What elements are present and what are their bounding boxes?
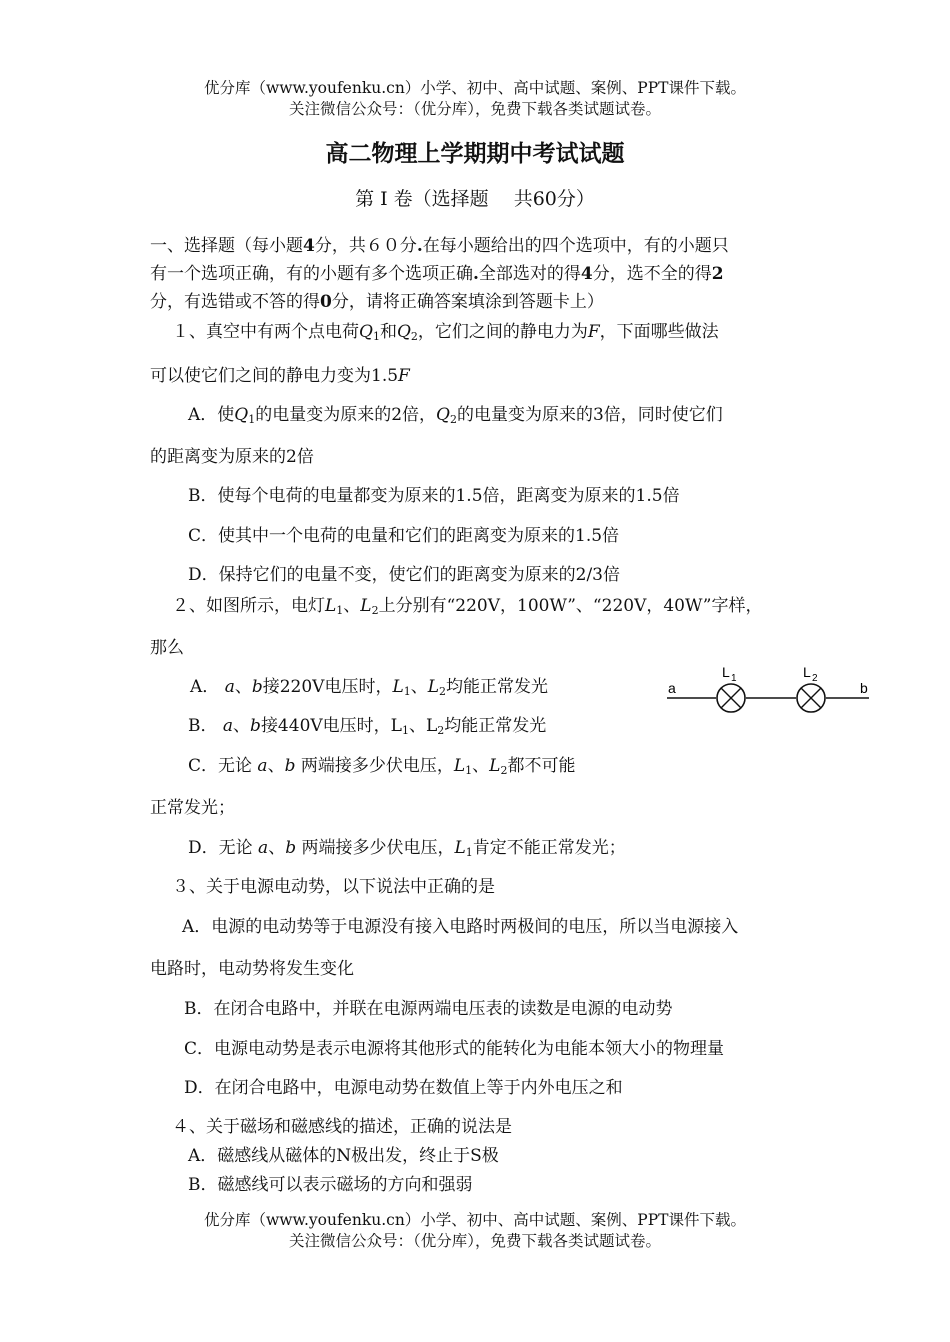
q2-option-b: B． a、b接440V电压时，$L_1$、$L_2$均能正常发光 (188, 716, 547, 737)
q1-option-a: A．使$Q_1$的电量变为原来的2倍，$Q_2$的电量变为原来的3倍，同时使它们 (188, 405, 723, 426)
footer-line-1: 优分库（www.youfenku.cn）小学、初中、高中试题、案例、PPT课件下载。 (203, 1211, 747, 1229)
q3-option-a: A．电源的电动势等于电源没有接入电路时两极间的电压，所以当电源接入 (182, 917, 739, 937)
lamp-2-sub: 2 (812, 673, 818, 684)
q1-option-a-cont: 的距离变为原来的2倍 (150, 447, 314, 467)
terminal-a-label: a (668, 680, 676, 696)
footer-line-2: 关注微信公众号：（优分库），免费下载各类试题试卷。 (288, 1232, 661, 1250)
q3-option-a-cont: 电路时，电动势将发生变化 (150, 959, 354, 979)
q2-option-c-cont: 正常发光； (150, 798, 235, 818)
q3-stem: ３、关于电源电动势，以下说法中正确的是 (172, 877, 495, 897)
q1-stem: １、真空中有两个点电荷$Q_1$和$Q_2$，它们之间的静电力为F，下面哪些做法 (172, 322, 719, 343)
q3-option-b: B．在闭合电路中，并联在电源两端电压表的读数是电源的电动势 (184, 999, 673, 1019)
q1-option-c: C．使其中一个电荷的电量和它们的距离变为原来的1.5倍 (188, 526, 620, 546)
lamp-1-sub: 1 (731, 673, 737, 684)
page-title: 高二物理上学期期中考试试题 (325, 141, 625, 167)
lamp-1-label: L (722, 664, 730, 680)
q3-option-c: C．电源电动势是表示电源将其他形式的能转化为电能本领大小的物理量 (184, 1039, 725, 1059)
q4-stem: ４、关于磁场和磁感线的描述，正确的说法是 (172, 1117, 512, 1137)
q3-option-d: D．在闭合电路中，电源电动势在数值上等于内外电压之和 (184, 1078, 623, 1098)
lamp-1-icon (717, 684, 745, 712)
q2-option-d: D．无论 a、b 两端接多少伏电压，$L_1$肯定不能正常发光； (188, 838, 626, 859)
q2-option-c: C．无论 a、b 两端接多少伏电压，$L_1$、$L_2$都不可能 (188, 756, 576, 777)
section-subtitle: 第 I 卷（选择题 共60分） (355, 188, 595, 210)
q1-option-b: B．使每个电荷的电量都变为原来的1.5倍，距离变为原来的1.5倍 (188, 486, 680, 506)
q4-option-b: B．磁感线可以表示磁场的方向和强弱 (188, 1175, 473, 1195)
q2-option-a: A． a、b接220V电压时，$L_1$、$L_2$均能正常发光 (190, 677, 549, 698)
instructions-line-2: 有一个选项正确，有的小题有多个选项正确.全部选对的得4分，选不全的得2 (150, 264, 724, 284)
instructions-line-1: 一、选择题（每小题4分，共６０分.在每小题给出的四个选项中，有的小题只 (150, 236, 729, 256)
circuit-diagram (662, 660, 882, 720)
header-line-2: 关注微信公众号：（优分库），免费下载各类试题试卷。 (288, 100, 661, 118)
terminal-b-label: b (860, 680, 868, 696)
q2-stem-cont: 那么 (150, 638, 184, 658)
header-line-1: 优分库（www.youfenku.cn）小学、初中、高中试题、案例、PPT课件下载。 (203, 79, 747, 97)
lamp-2-label: L (803, 664, 811, 680)
q1-stem-cont: 可以使它们之间的静电力变为1.5F (150, 366, 410, 386)
q1-option-d: D．保持它们的电量不变，使它们的距离变为原来的2/3倍 (188, 565, 620, 585)
q2-stem: ２、如图所示，电灯$L_1$、$L_2$上分别有“220V，100W”、“220V，40W”字样， (172, 596, 763, 617)
lamp-2-icon (797, 684, 825, 712)
instructions-line-3: 分，有选错或不答的得0分，请将正确答案填涂到答题卡上） (150, 292, 604, 312)
q4-option-a: A．磁感线从磁体的N极出发，终止于S极 (188, 1146, 499, 1166)
